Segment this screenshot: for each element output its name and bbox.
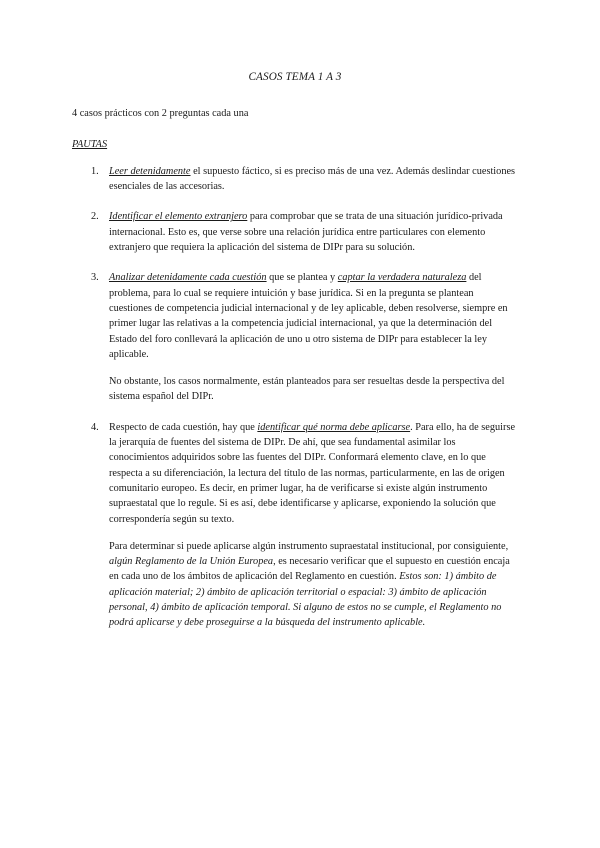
paragraph-body: , es necesario verificar que el supuesto en cuestión encaja en cada uno de los ámbitos de aplicación del Reglamento en cuestión. — [109, 556, 510, 583]
guideline-item-1 — [72, 164, 518, 195]
item-text — [109, 164, 518, 195]
item-number: 1. — [91, 165, 99, 177]
item-body: del problema, para lo cual se requiere intuición y base jurídica. Si en la pregunta se plantean cuestiones de competencia judicial internacional y de ley aplicable, deben resolverse, siempre en primer lugar las relativas a la competencia judicial internacional, ya que la determinación del Estado del foro conllevará la aplicación de uno u otro sistema de DIPr para establecer la ley aplicable. — [109, 272, 508, 360]
item-text — [109, 420, 518, 527]
document-title: CASOS TEMA 1 A 3 — [248, 71, 342, 83]
paragraph-lead: Para determinar si puede aplicarse algún instrumento supraestatal institucional, por consiguiente, — [109, 540, 509, 552]
item-text — [109, 209, 518, 255]
paragraph-italic-list: Estos son: 1) ámbito de aplicación material; 2) ámbito de aplicación territorial o espacial: 3) ámbito de aplicación personal, 4) ámbito de aplicación temporal. Si alguno de estos no se cumple, el Reglamento no podrá aplicarse y debe proseguirse a la búsqueda del instrumento aplicable. — [109, 571, 502, 629]
item-body: el supuesto fáctico, si es preciso más de una vez. Además deslindar cuestiones esenciales de las accesorias. — [109, 165, 516, 193]
section-heading-pautas: PAUTAS — [72, 138, 108, 150]
item-body: . Para ello, ha de seguirse la jerarquía de fuentes del sistema de DIPr. De ahí, que sea fundamental asimilar los conocimientos adquiridos sobre las fuentes del DIPr. Conformará elemento clave, en lo que respecta a su diferenciación, la lectura del título de las normas, particularmente, en las de origen comunitario europeo. Es decir, en primer lugar, ha de verificarse si existe algún instrumento supraestatal que lo regule. Si es así, debe identificarse y aplicarse, exponiendo la solución que correspondería según su texto. — [109, 421, 516, 525]
intro-text: 4 casos prácticos con 2 preguntas cada una — [72, 108, 249, 120]
guideline-item-3 — [72, 270, 518, 404]
guidelines-list — [72, 164, 518, 631]
item-body-mid: que se plantea y — [266, 272, 338, 284]
item-highlight: Identificar el elemento extranjero — [109, 211, 248, 223]
item-text — [109, 270, 518, 362]
item-number: 3. — [91, 272, 99, 284]
item-highlight: Leer detenidamente — [109, 165, 191, 177]
item-body-lead: Respecto de cada cuestión, hay que — [109, 421, 258, 433]
guideline-item-2 — [72, 209, 518, 255]
item-number: 4. — [91, 421, 99, 433]
item-number: 2. — [91, 211, 99, 223]
guideline-item-4 — [72, 420, 518, 631]
item-highlight: identificar qué norma debe aplicarse — [257, 421, 411, 433]
item-second-paragraph — [109, 539, 518, 631]
item-note: No obstante, los casos normalmente, están planteados para ser resueltas desde la perspectiva del sistema español del DIPr. — [109, 376, 505, 403]
paragraph-italic-term: algún Reglamento de la Unión Europea — [109, 556, 274, 568]
item-body: para comprobar que se trata de una situación jurídico-privada internacional. Esto es, que verse sobre una relación jurídica entre particulares con elemento extranjero que requiera la aplicación del sistema de DIPr para su solución. — [109, 211, 503, 254]
item-highlight: Analizar detenidamente cada cuestión — [109, 272, 267, 284]
item-highlight-secondary: captar la verdadera naturaleza — [337, 272, 467, 284]
